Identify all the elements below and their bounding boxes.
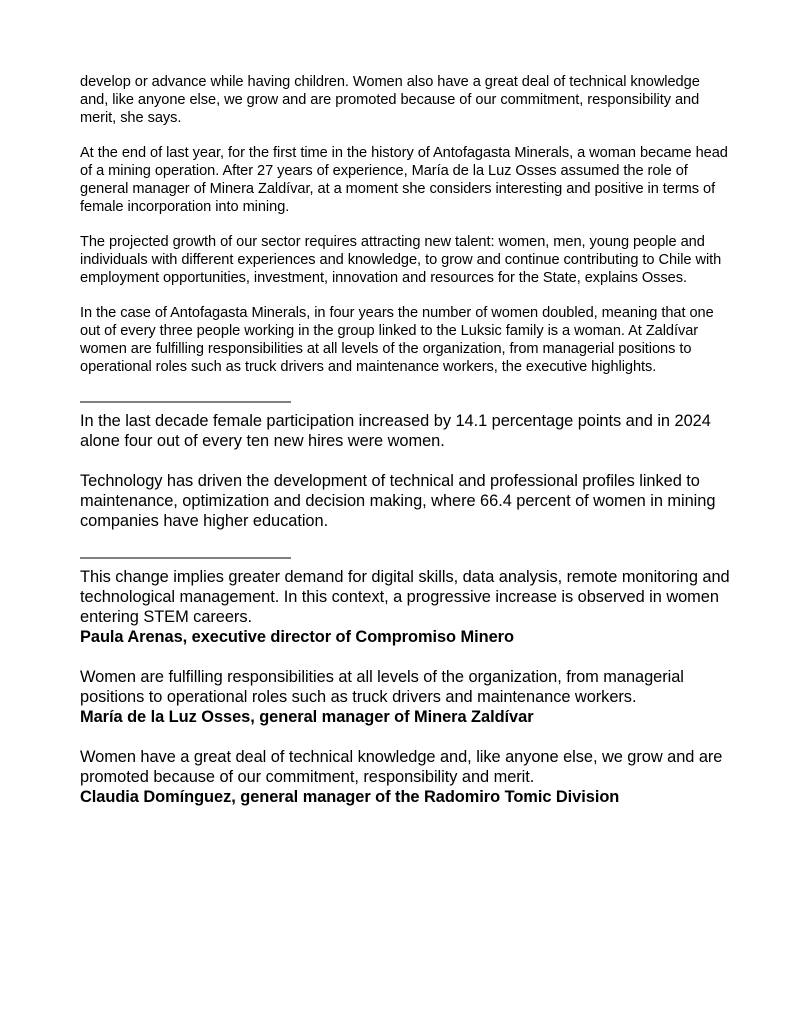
quote-author-3: Claudia Domínguez, general manager of the Radomiro Tomic Division: [80, 788, 620, 806]
section-divider-2: ———————————————: [80, 549, 290, 566]
body-paragraph-2: At the end of last year, for the first time in the history of Antofagasta Minerals, a woman became head of a mining operation. After 27 years of experience, María de la Luz Osses assumed the role of general manager of Minera Zaldívar, at a moment she considers interesting and positive in terms of female incorporation into mining.: [80, 145, 728, 215]
quote-author-2: María de la Luz Osses, general manager of Minera Zaldívar: [80, 708, 534, 726]
quote-text-1: This change implies greater demand for digital skills, data analysis, remote monitoring and technological management. In this context, a progressive increase is observed in women entering STEM careers.: [80, 568, 730, 626]
body-paragraph-4: In the case of Antofagasta Minerals, in four years the number of women doubled, meaning that one out of every three people working in the group linked to the Luksic family is a woman. At Zaldívar women are fulfilling responsibilities at all levels of the organization, from managerial positions to operational roles such as truck drivers and maintenance workers, the executive highlights.: [80, 305, 714, 375]
highlight-paragraph-2: Technology has driven the development of technical and professional profiles linked to maintenance, optimization and decision making, where 66.4 percent of women in mining companies have higher education.: [80, 472, 716, 530]
article-page: [80, 73, 730, 827]
section-divider-1: ———————————————: [80, 393, 290, 410]
quote-text-2: Women are fulfilling responsibilities at all levels of the organization, from managerial positions to operational roles such as truck drivers and maintenance workers.: [80, 668, 684, 706]
highlight-paragraph-1: In the last decade female participation increased by 14.1 percentage points and in 2024 alone four out of every ten new hires were women.: [80, 412, 711, 450]
quote-text-3: Women have a great deal of technical knowledge and, like anyone else, we grow and are promoted because of our commitment, responsibility and merit.: [80, 748, 723, 786]
body-paragraph-1: develop or advance while having children. Women also have a great deal of technical knowledge and, like anyone else, we grow and are promoted because of our commitment, responsibility and merit, she says.: [80, 74, 700, 126]
quote-author-1: Paula Arenas, executive director of Compromiso Minero: [80, 628, 514, 646]
body-paragraph-3: The projected growth of our sector requires attracting new talent: women, men, young people and individuals with different experiences and knowledge, to grow and continue contributing to Chile with employment opportunities, investment, innovation and resources for the State, explains Osses.: [80, 234, 722, 286]
